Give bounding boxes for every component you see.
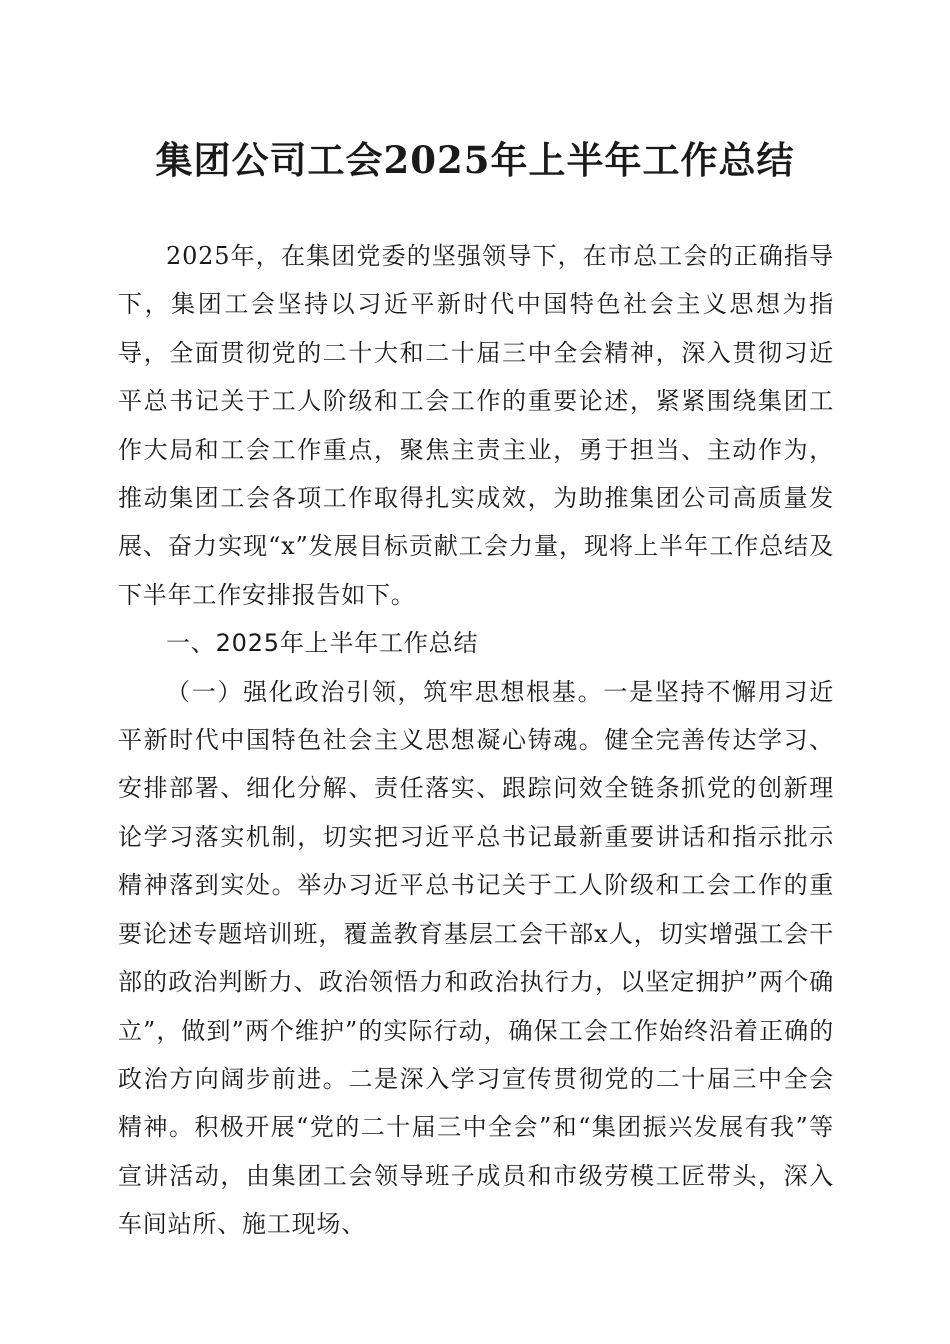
document-title: 集团公司工会2025年上半年工作总结: [155, 138, 795, 182]
intro-paragraph: 2025年，在集团党委的坚强领导下，在市总工会的正确指导下，集团工会坚持以习近平新时代中国特色社会主义思想为指导，全面贯彻党的二十大和二十届三中全会精神，深入贯彻习近平总书记关于工人阶级和工会工作的重要论述，紧紧围绕集团工作大局和工会工作重点，聚焦主责主业，勇于担当、主动作为，推动集团工会各项工作取得扎实成效，为助推集团公司高质量发展、奋力实现“x”发展目标贡献工会力量，现将上半年工作总结及下半年工作安排报告如下。: [118, 242, 834, 609]
document-body: [118, 232, 834, 1249]
subsection-body: 一是坚持不懈用习近平新时代中国特色社会主义思想凝心铸魂。健全完善传达学习、安排部署、细化分解、责任落实、跟踪问效全链条抓党的创新理论学习落实机制，切实把习近平总书记最新重要讲话和指示批示精神落到实处。举办习近平总书记关于工人阶级和工会工作的重要论述专题培训班，覆盖教育基层工会干部x人，切实增强工会干部的政治判断力、政治领悟力和政治执行力，以坚定拥护”两个确立”，做到”两个维护”的实际行动，确保工会工作始终沿着正确的政治方向阔步前进。二是深入学习宣传贯彻党的二十届三中全会精神。积极开展“党的二十届三中全会”和“集团振兴发展有我”等宣讲活动，由集团工会领导班子成员和市级劳模工匠带头，深入车间站所、施工现场、: [118, 677, 834, 1239]
section-heading: 一、2025年上半年工作总结: [166, 629, 479, 658]
subsection-lead: （一）强化政治引领，筑牢思想根基。: [166, 677, 604, 706]
subsection-paragraph: [118, 668, 834, 1249]
